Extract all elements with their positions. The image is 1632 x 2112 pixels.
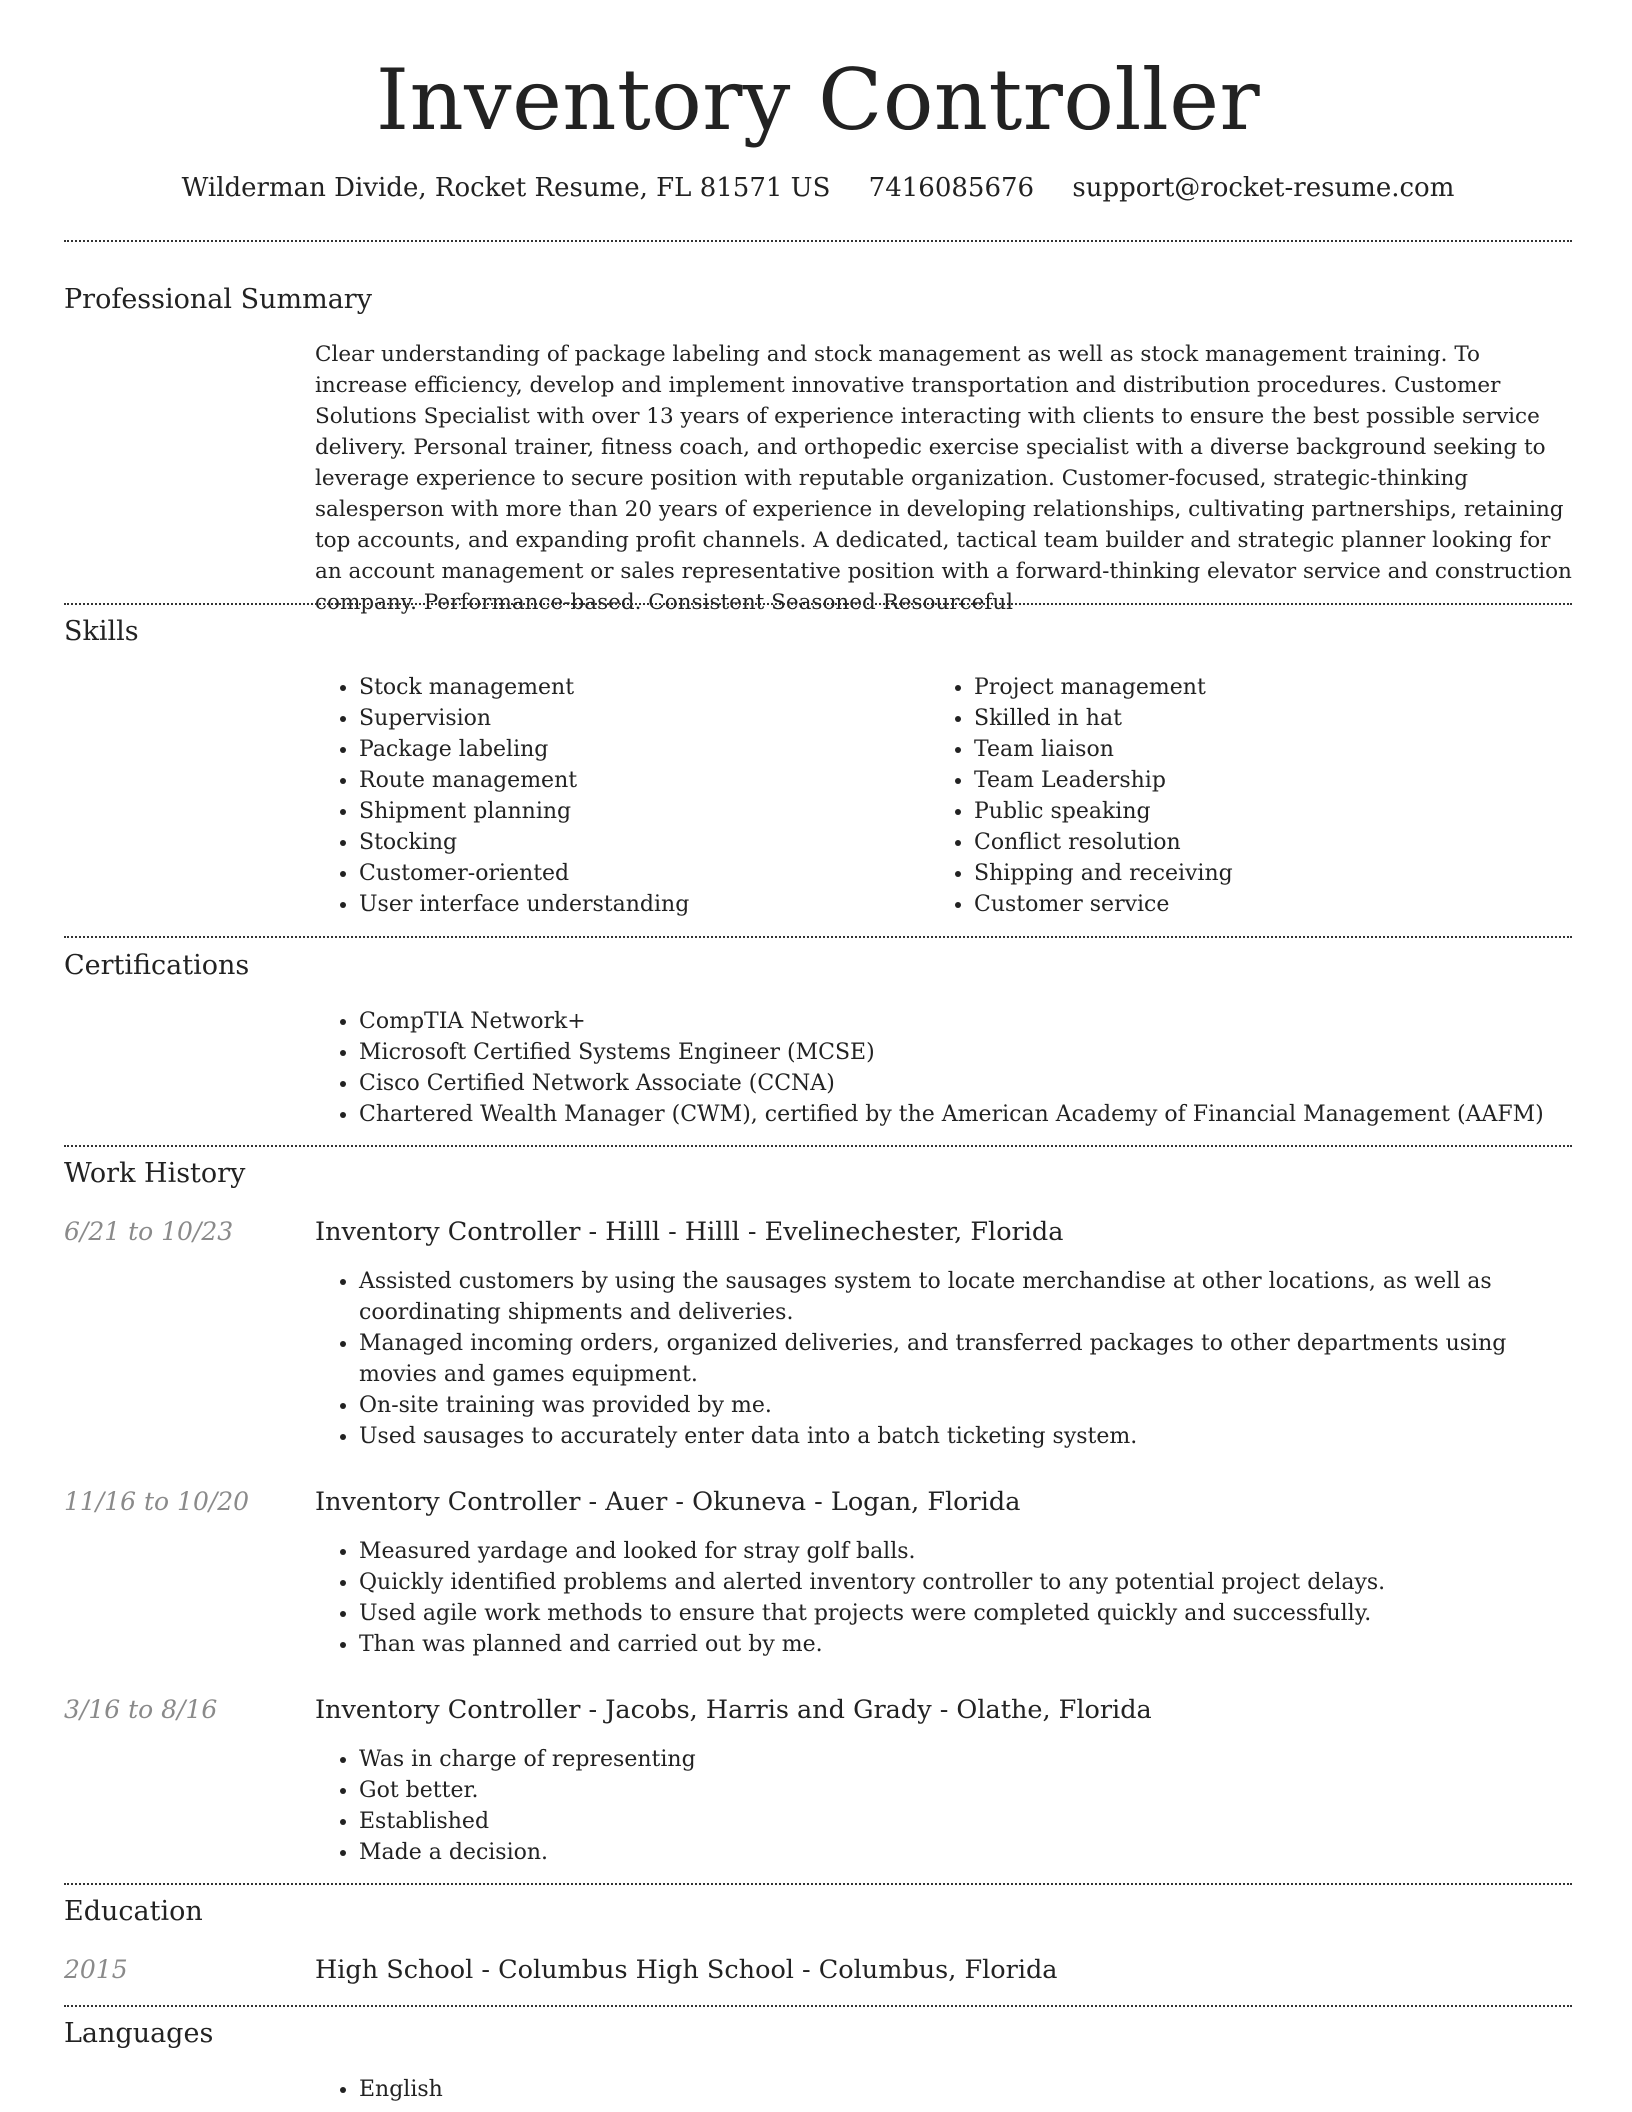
job-title: Inventory Controller - Jacobs, Harris and Grady - Olathe, Florida bbox=[315, 1695, 1152, 1725]
section-title-certifications: Certifications bbox=[64, 950, 250, 981]
section-title-languages: Languages bbox=[64, 2018, 214, 2049]
section-divider bbox=[64, 603, 1572, 605]
skill-item: • Customer service bbox=[974, 889, 1534, 920]
job-bullet: • Used sausages to accurately enter data into a batch ticketing system. bbox=[359, 1421, 1579, 1452]
job-bullet: • Made a decision. bbox=[359, 1837, 1579, 1868]
summary-text: Clear understanding of package labeling and stock management as well as stock management training. To increase efficiency, develop and implement innovative transportation and distribution procedures. Customer Solutions Specialist with over 13 years of experience interacting with clients to ensure the best possible service delivery. Personal trainer, fitness coach, and orthopedic exercise specialist with a diverse background seeking to leverage experience to secure position with reputable organization. Customer-focused, strategic-thinking salesperson with more than 20 years of experience in developing relationships, cultivating partnerships, retaining top accounts, and expanding profit channels. A dedicated, tactical team builder and strategic planner looking for an account management or sales representative position with a forward-thinking elevator service and construction company. Performance-based. Consistent Seasoned Resourceful bbox=[315, 342, 1572, 615]
section-title-work-history: Work History bbox=[64, 1158, 246, 1189]
skills-list-right bbox=[930, 672, 1534, 920]
job-dates: 3/16 to 8/16 bbox=[64, 1695, 218, 1724]
language-item: • English bbox=[359, 2074, 959, 2105]
languages-list bbox=[315, 2074, 959, 2105]
skill-item: • Supervision bbox=[359, 703, 919, 734]
contact-line bbox=[64, 170, 1572, 206]
education-year: 2015 bbox=[64, 1955, 128, 1984]
certification-item: • CompTIA Network+ bbox=[359, 1006, 1609, 1037]
skills-list-left bbox=[315, 672, 919, 920]
skill-item: • Customer-oriented bbox=[359, 858, 919, 889]
job-bullet: • Used agile work methods to ensure that projects were completed quickly and successfully. bbox=[359, 1598, 1579, 1629]
section-title-education: Education bbox=[64, 1896, 203, 1927]
certification-item: • Cisco Certified Network Associate (CCNA) bbox=[359, 1068, 1609, 1099]
skill-item: • Public speaking bbox=[974, 796, 1534, 827]
skill-item: • Conflict resolution bbox=[974, 827, 1534, 858]
certifications-list bbox=[315, 1006, 1609, 1130]
skill-item: • Shipping and receiving bbox=[974, 858, 1534, 889]
job-title: Inventory Controller - Auer - Okuneva - Logan, Florida bbox=[315, 1487, 1021, 1517]
skill-item: • Package labeling bbox=[359, 734, 919, 765]
contact-email: support@rocket-resume.com bbox=[1072, 173, 1455, 203]
section-title-skills: Skills bbox=[64, 616, 139, 647]
skill-item: • Stocking bbox=[359, 827, 919, 858]
job-dates: 6/21 to 10/23 bbox=[64, 1217, 234, 1246]
candidate-name: Inventory Controller bbox=[375, 51, 1261, 149]
job-bullet: • Managed incoming orders, organized deliveries, and transferred packages to other departments using movies and games equipment. bbox=[359, 1328, 1579, 1390]
job-dates: 11/16 to 10/20 bbox=[64, 1487, 250, 1516]
section-divider bbox=[64, 2005, 1572, 2007]
education-entry: High School - Columbus High School - Columbus, Florida bbox=[315, 1955, 1058, 1985]
job-bullet: • Was in charge of representing bbox=[359, 1744, 1579, 1775]
job-bullet: • Established bbox=[359, 1806, 1579, 1837]
section-divider bbox=[64, 240, 1572, 242]
job-bullet: • Quickly identified problems and alerted inventory controller to any potential project delays. bbox=[359, 1567, 1579, 1598]
contact-address: Wilderman Divide, Rocket Resume, FL 81571 US bbox=[181, 173, 831, 203]
skill-item: • Project management bbox=[974, 672, 1534, 703]
certification-item: • Microsoft Certified Systems Engineer (MCSE) bbox=[359, 1037, 1609, 1068]
skill-item: • Skilled in hat bbox=[974, 703, 1534, 734]
job-bullet: • On-site training was provided by me. bbox=[359, 1390, 1579, 1421]
skill-item: • Shipment planning bbox=[359, 796, 919, 827]
contact-phone: 7416085676 bbox=[868, 173, 1035, 203]
job-bullet: • Assisted customers by using the sausages system to locate merchandise at other locations, as well as coordinating shipments and deliveries. bbox=[359, 1266, 1579, 1328]
job-bullets bbox=[315, 1266, 1579, 1452]
job-bullet: • Got better. bbox=[359, 1775, 1579, 1806]
certification-item: • Chartered Wealth Manager (CWM), certified by the American Academy of Financial Management (AAFM) bbox=[359, 1099, 1609, 1130]
section-title-summary: Professional Summary bbox=[64, 284, 372, 315]
job-bullets bbox=[315, 1744, 1579, 1868]
skill-item: • Stock management bbox=[359, 672, 919, 703]
job-bullet: • Measured yardage and looked for stray golf balls. bbox=[359, 1536, 1579, 1567]
job-bullets bbox=[315, 1536, 1579, 1660]
skill-item: • Team Leadership bbox=[974, 765, 1534, 796]
section-divider bbox=[64, 936, 1572, 938]
section-divider bbox=[64, 1145, 1572, 1147]
job-title: Inventory Controller - Hilll - Hilll - Evelinechester, Florida bbox=[315, 1217, 1064, 1247]
skill-item: • User interface understanding bbox=[359, 889, 919, 920]
skill-item: • Team liaison bbox=[974, 734, 1534, 765]
job-bullet: • Than was planned and carried out by me. bbox=[359, 1629, 1579, 1660]
skill-item: • Route management bbox=[359, 765, 919, 796]
section-divider bbox=[64, 1883, 1572, 1885]
